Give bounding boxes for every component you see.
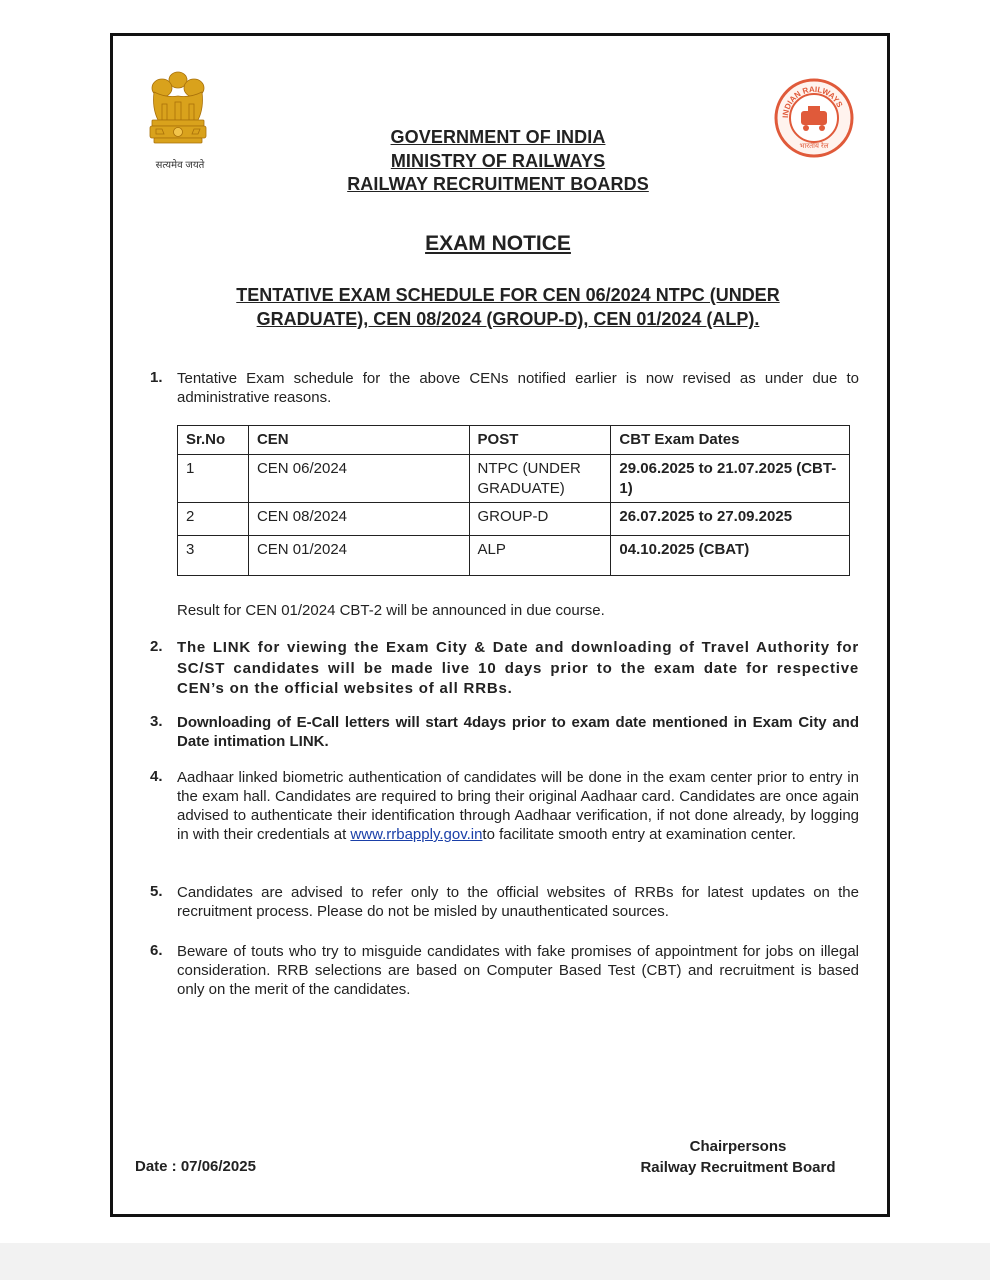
cell-dates: 29.06.2025 to 21.07.2025 (CBT-1) [611,455,850,503]
point-number: 5. [150,883,163,900]
notice-title: EXAM NOTICE [425,232,571,255]
cell-cen: CEN 06/2024 [248,455,469,503]
point-1-text: Tentative Exam schedule for the above CENs notified earlier is now revised as under due to administrative reasons. [177,370,859,406]
subject-line-1: TENTATIVE EXAM SCHEDULE FOR CEN 06/2024 NTPC (UNDER [236,285,780,305]
emblem-motto: सत्यमेव जयते [155,160,205,171]
point-3-text: Downloading of E-Call letters will start 4days prior to exam date mentioned in Exam City and Date intimation LINK. [177,714,859,750]
point-5-text: Candidates are advised to refer only to the official websites of RRBs for latest updates on the recruitment process. Please do not be misled by unauthenticated sources. [177,884,859,920]
seal-text-hindi: भारतीय रेल [799,143,829,150]
cell-cen: CEN 08/2024 [248,503,469,536]
table-row [178,455,850,503]
result-note: Result for CEN 01/2024 CBT-2 will be announced in due course. [177,602,605,619]
indian-railways-logo-icon [768,78,860,158]
point-number: 6. [150,942,163,959]
cell-cen: CEN 01/2024 [248,536,469,576]
point-6-text: Beware of touts who try to misguide candidates with fake promises of appointment for jobs on illegal consideration. RRB selections are based on Computer Based Test (CBT) and recruitment is based only on the merit of the candidates. [177,943,859,998]
cell-post: NTPC (UNDER GRADUATE) [469,455,611,503]
cell-dates: 26.07.2025 to 27.09.2025 [611,503,850,536]
document-border [110,33,890,1217]
seal-text: INDIAN RAILWAYS [780,84,845,119]
point-2-text: The LINK for viewing the Exam City & Date and downloading of Travel Authority for SC/ST candidates will be made live 10 days prior to the exam date for respective CEN’s on the official websites of all RRBs. [177,639,859,697]
subject-line-2: GRADUATE), CEN 08/2024 (GROUP-D), CEN 01/2024 (ALP). [256,309,760,329]
cell-post: ALP [469,536,611,576]
table-row [178,503,850,536]
header-boards: RAILWAY RECRUITMENT BOARDS [347,174,649,194]
exam-schedule-table [177,425,850,576]
cell-srno: 2 [178,503,249,536]
point-number: 1. [150,369,163,386]
col-header-dates: CBT Exam Dates [611,426,850,455]
cell-srno: 3 [178,536,249,576]
point-4-text [177,768,859,844]
col-header-srno: Sr.No [178,426,249,455]
point-number: 4. [150,768,163,785]
point-number: 3. [150,713,163,730]
notice-date: Date : 07/06/2025 [135,1158,256,1175]
rrbapply-link[interactable]: www.rrbapply.gov.in [350,826,483,843]
table-row [178,536,850,576]
signatory-title: Chairpersons [689,1138,787,1155]
header-government: GOVERNMENT OF INDIA [390,127,606,147]
cell-post: GROUP-D [469,503,611,536]
header-ministry: MINISTRY OF RAILWAYS [390,151,606,171]
point-4-text-before: Aadhaar linked biometric authentication of candidates will be done in the exam center prior to entry in the exam hall. Candidates are required to bring their original Aadhaar card. Candidates are once again advised to authenticate their identification through Aadhaar verification, if not done already, by logging in with their credentials at [177,769,859,843]
bottom-strip [0,1243,990,1280]
table-header-row [178,426,850,455]
cell-srno: 1 [178,455,249,503]
point-4-text-after: to facilitate smooth entry at examination center. [482,826,796,843]
col-header-cen: CEN [248,426,469,455]
point-number: 2. [150,638,163,655]
col-header-post: POST [469,426,611,455]
signatory-board: Railway Recruitment Board [640,1159,836,1176]
cell-dates: 04.10.2025 (CBAT) [611,536,850,576]
